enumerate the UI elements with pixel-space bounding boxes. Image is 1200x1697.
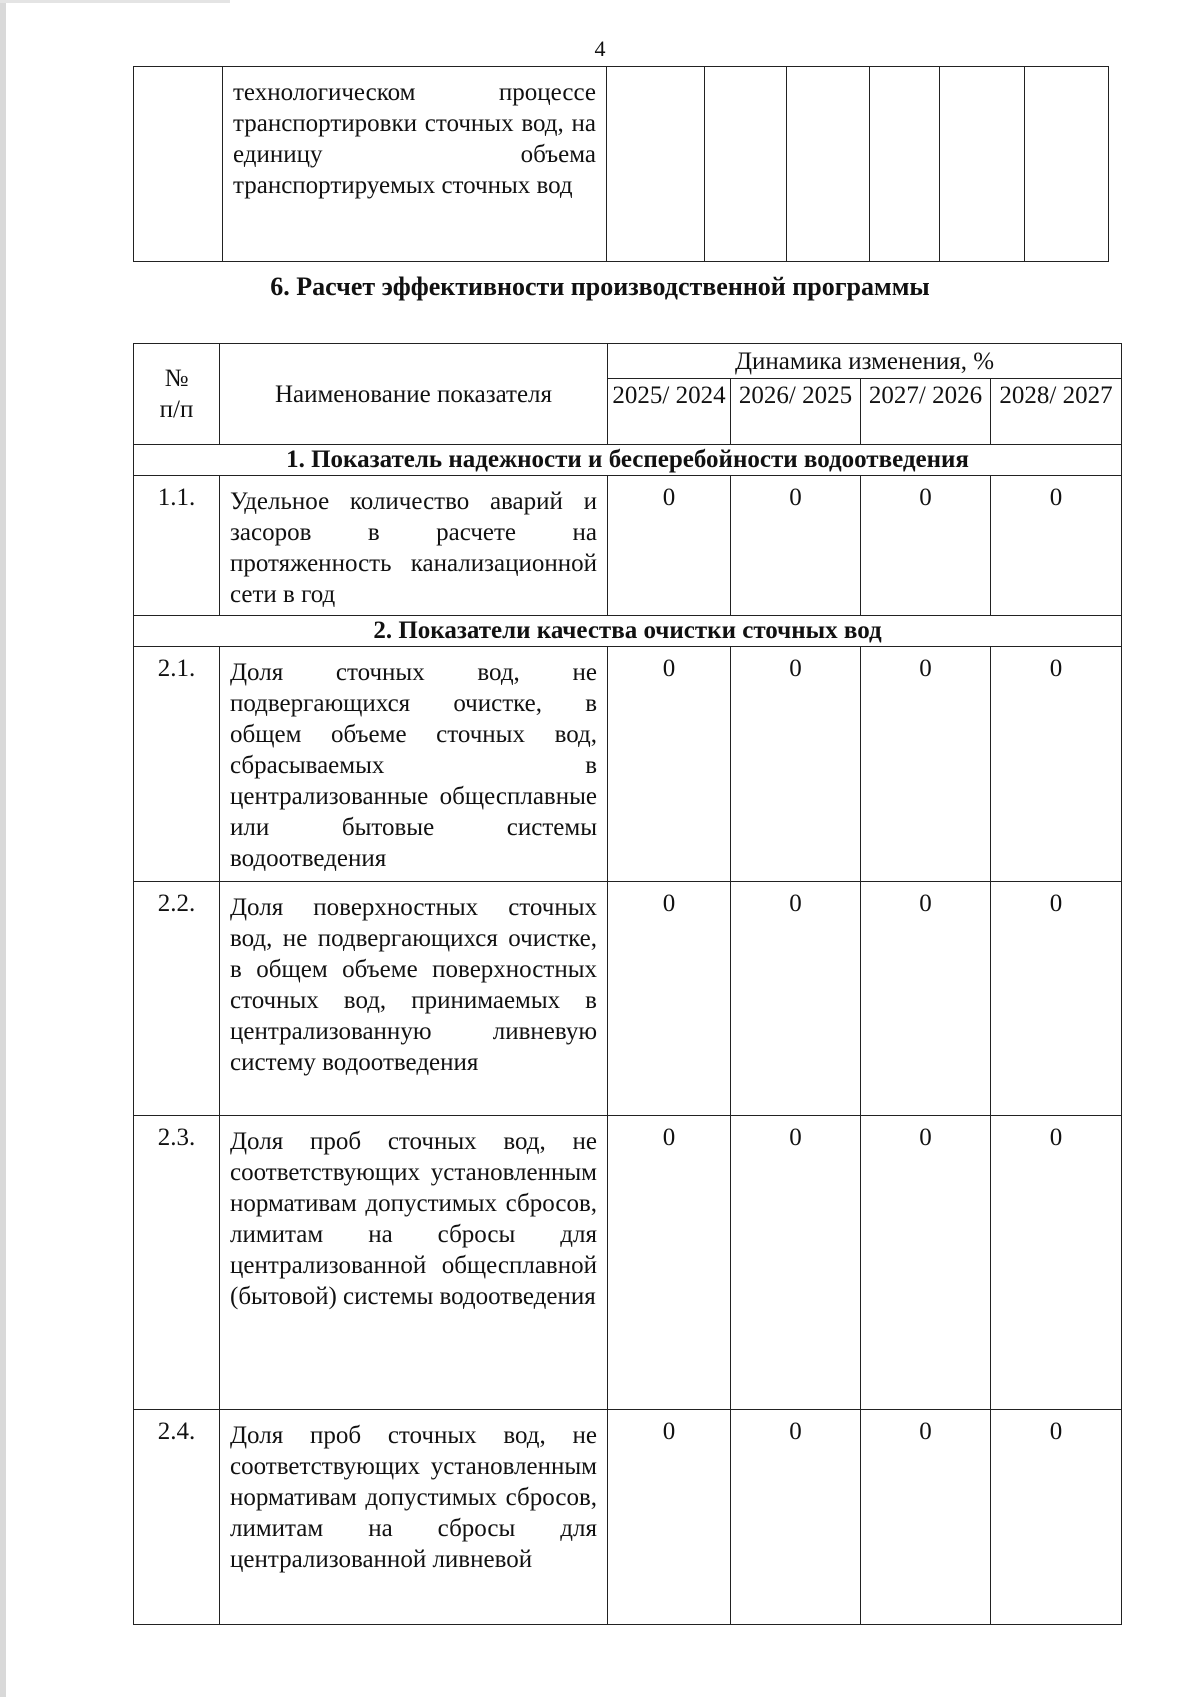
group-title: 1. Показатель надежности и бесперебойности водоотведения	[134, 445, 1122, 476]
indicator-name: Доля сточных вод, не подвергающихся очистке, в общем объеме сточных вод, сбрасываемых в централизованные общесплавные или бытовые системы водоотведения	[220, 647, 608, 882]
value-cell: 0	[608, 647, 731, 882]
value-cell: 0	[861, 1410, 991, 1625]
cell-empty	[607, 67, 705, 262]
row-number: 2.3.	[134, 1116, 220, 1410]
column-header-dynamics: Динамика изменения, %	[608, 344, 1122, 379]
table-row	[134, 1410, 1122, 1625]
value-cell: 0	[991, 1410, 1122, 1625]
value-cell: 0	[991, 882, 1122, 1116]
value-cell: 0	[608, 1116, 731, 1410]
group-row	[134, 616, 1122, 647]
value-cell: 0	[608, 882, 731, 1116]
group-row	[134, 445, 1122, 476]
value-cell: 0	[731, 882, 861, 1116]
year-header: 2028/ 2027	[991, 379, 1122, 445]
value-cell: 0	[991, 476, 1122, 616]
value-cell: 0	[991, 647, 1122, 882]
table-row	[134, 476, 1122, 616]
efficiency-table	[133, 343, 1122, 1625]
indicator-name: Доля проб сточных вод, не соответствующих установленным нормативам допустимых сбросов, лимитам на сбросы для централизованной общесплавной (бытовой) системы водоотведения	[220, 1116, 608, 1410]
year-header: 2027/ 2026	[861, 379, 991, 445]
column-header-num: № п/п	[134, 344, 220, 445]
group-title: 2. Показатели качества очистки сточных вод	[134, 616, 1122, 647]
value-cell: 0	[731, 476, 861, 616]
value-cell: 0	[861, 882, 991, 1116]
row-number: 2.1.	[134, 647, 220, 882]
column-header-name: Наименование показателя	[220, 344, 608, 445]
table-row	[134, 67, 1109, 262]
cell-empty	[870, 67, 940, 262]
indicator-name: Доля поверхностных сточных вод, не подвергающихся очистке, в общем объеме поверхностных сточных вод, принимаемых в централизованную ливневую систему водоотведения	[220, 882, 608, 1116]
header-row	[134, 344, 1122, 379]
cell-empty	[1025, 67, 1109, 262]
continuation-table	[133, 66, 1109, 262]
year-header: 2025/ 2024	[608, 379, 731, 445]
cell-empty	[705, 67, 787, 262]
value-cell: 0	[608, 476, 731, 616]
value-cell: 0	[608, 1410, 731, 1625]
indicator-name: технологическом процессе транспортировки сточных вод, на единицу объема транспортируемых сточных вод	[223, 67, 607, 262]
scan-edge	[0, 0, 6, 1697]
page-number: 4	[594, 36, 606, 61]
year-header: 2026/ 2025	[731, 379, 861, 445]
table-row	[134, 882, 1122, 1116]
value-cell: 0	[731, 1410, 861, 1625]
value-cell: 0	[991, 1116, 1122, 1410]
indicator-name: Доля проб сточных вод, не соответствующих установленным нормативам допустимых сбросов, лимитам на сбросы для централизованной ливневой	[220, 1410, 608, 1625]
row-number: 2.4.	[134, 1410, 220, 1625]
row-number: 2.2.	[134, 882, 220, 1116]
value-cell: 0	[731, 1116, 861, 1410]
cell-empty	[787, 67, 870, 262]
table-row	[134, 647, 1122, 882]
value-cell: 0	[861, 476, 991, 616]
value-cell: 0	[861, 647, 991, 882]
cell-empty	[940, 67, 1025, 262]
value-cell: 0	[731, 647, 861, 882]
value-cell: 0	[861, 1116, 991, 1410]
section-title: 6. Расчет эффективности производственной программы	[270, 272, 930, 301]
table-row	[134, 1116, 1122, 1410]
cell-empty	[134, 67, 223, 262]
row-number: 1.1.	[134, 476, 220, 616]
scan-mark	[0, 0, 230, 3]
indicator-name: Удельное количество аварий и засоров в расчете на протяженность канализационной сети в год	[220, 476, 608, 616]
